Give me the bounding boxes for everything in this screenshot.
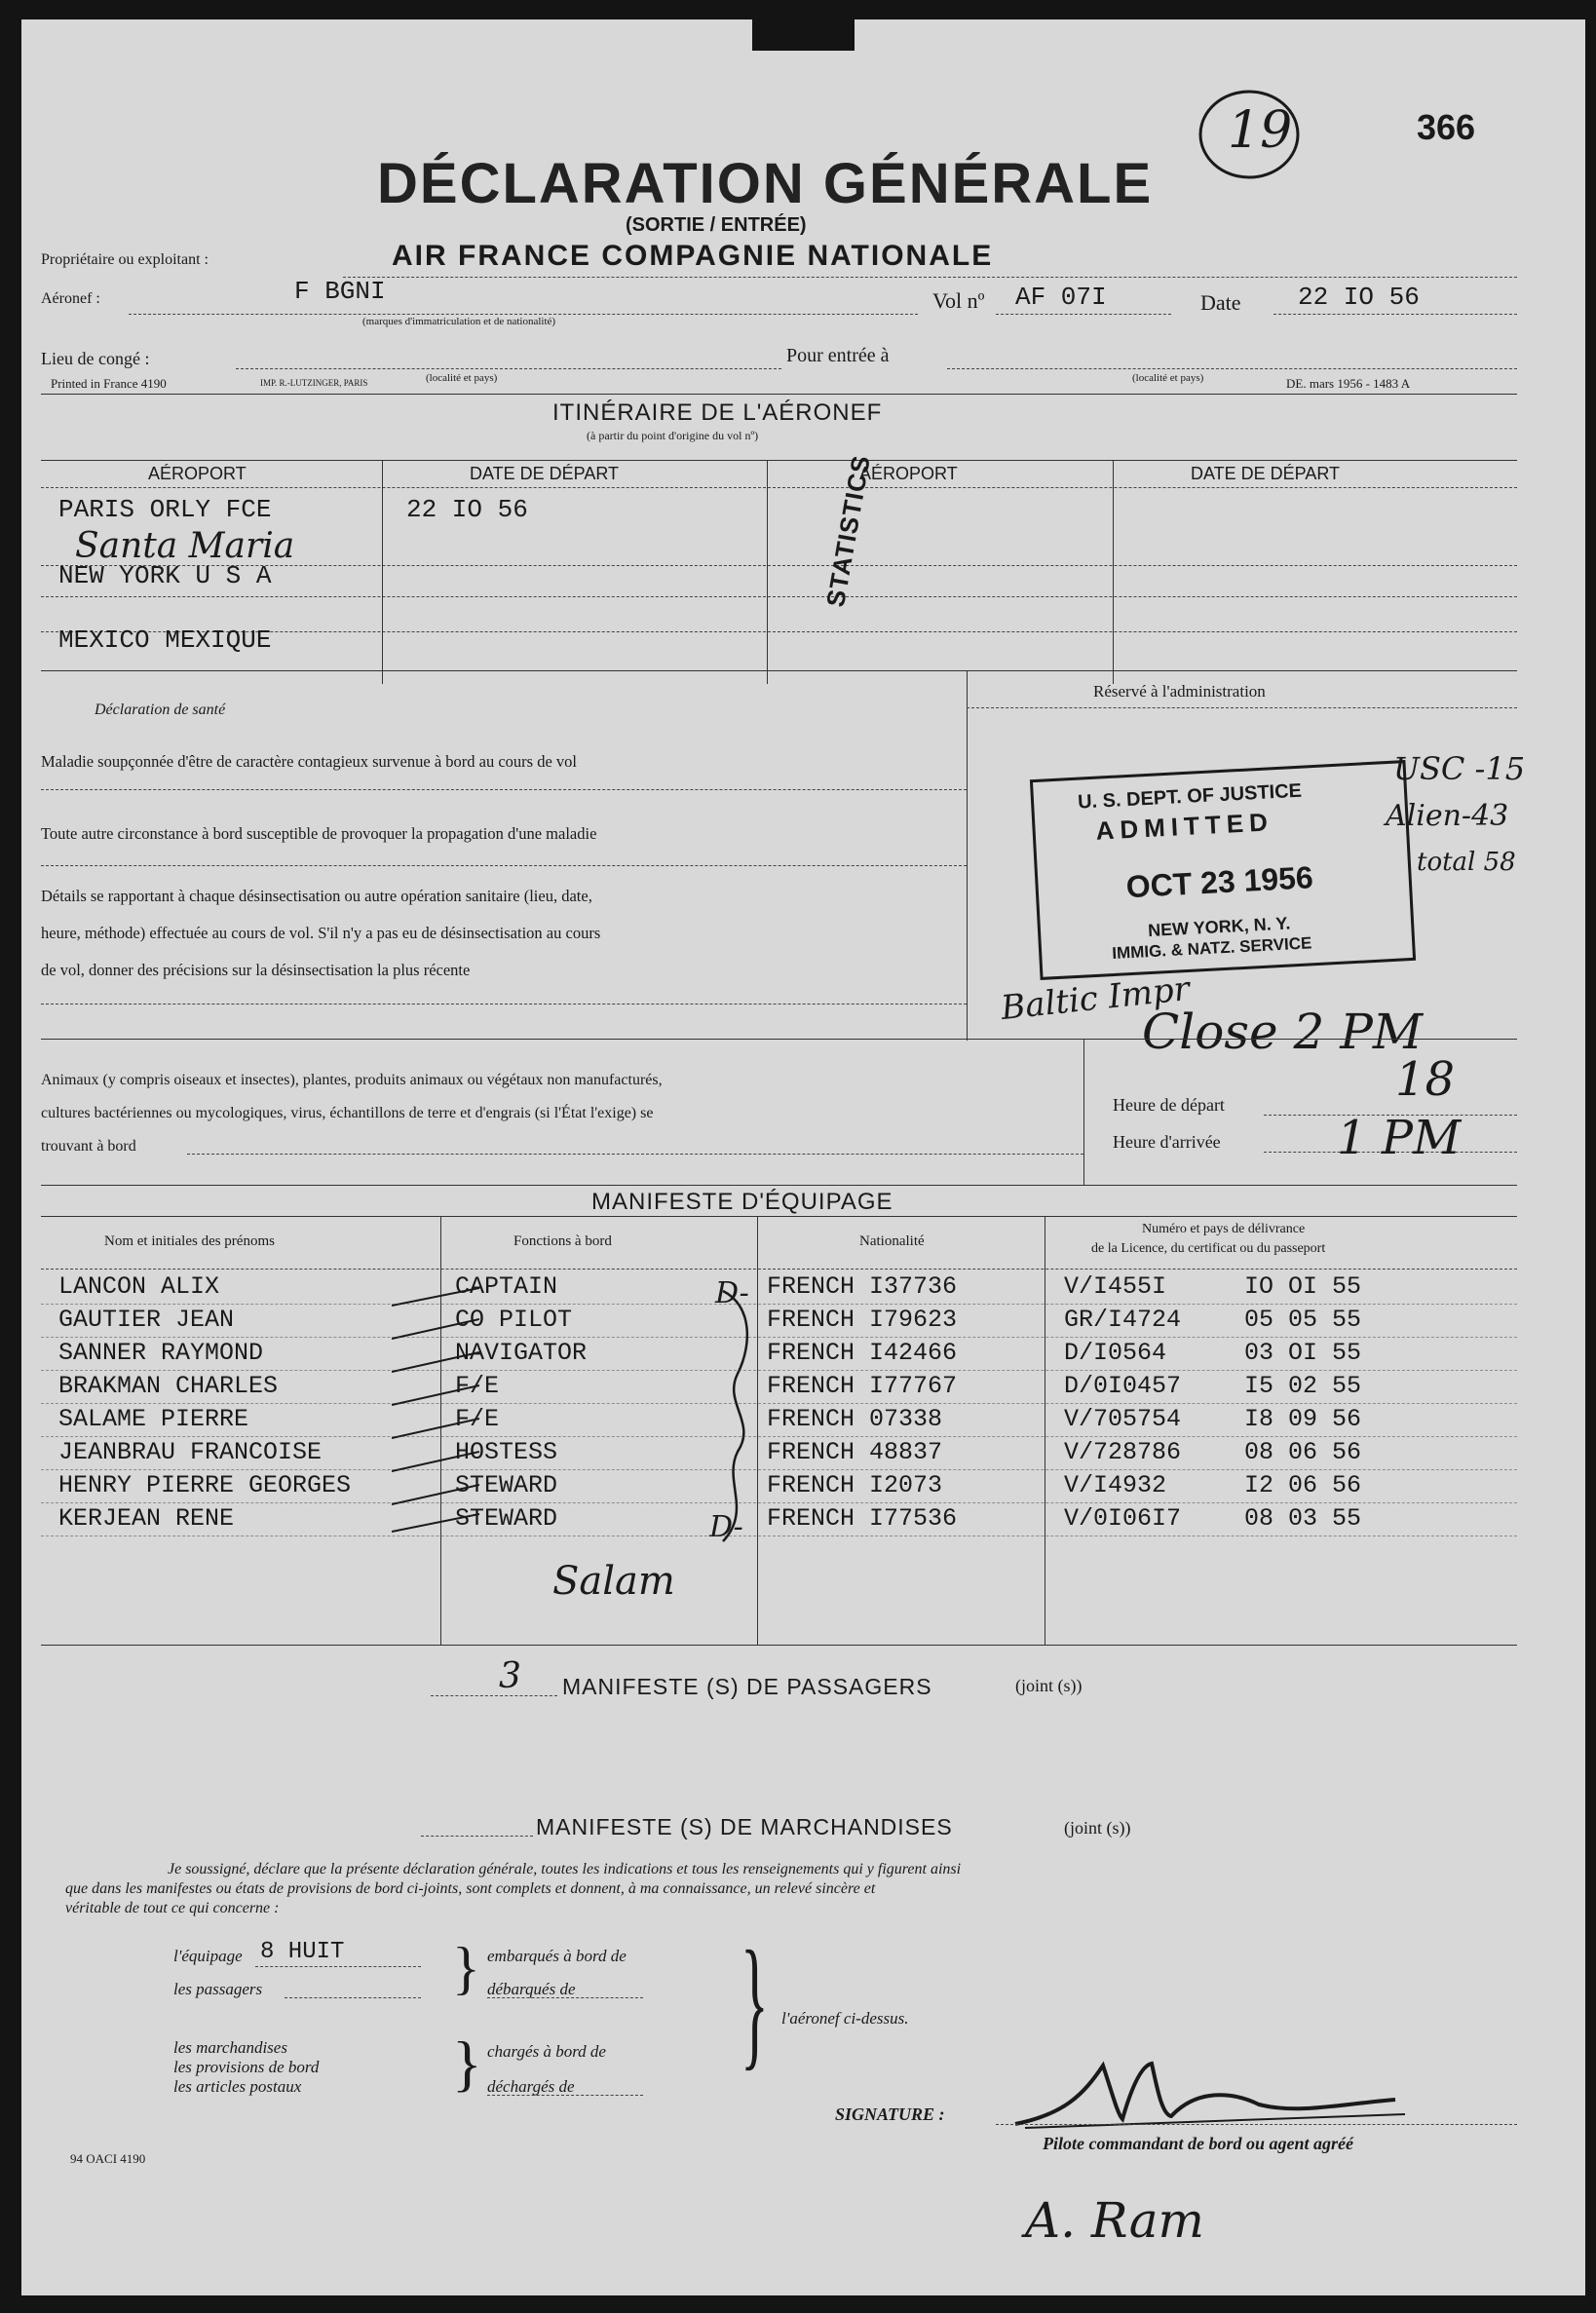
health-line-3b: heure, méthode) effectuée au cours de vol. S'il n'y a pas eu de désinsectisation au cours	[41, 924, 601, 942]
crew-rule-head	[41, 1269, 1517, 1270]
crew-row-fonction: STEWARD	[455, 1471, 558, 1499]
crew-row-nationalite: FRENCH I42466	[767, 1339, 958, 1367]
animals-line-2: cultures bactériennes ou mycologiques, virus, échantillons de terre et d'engrais (si l'État l'exige) se	[41, 1105, 654, 1121]
health-line-3c: de vol, donner des précisions sur la désinsectisation la plus récente	[41, 961, 471, 979]
date-value: 22 IO 56	[1298, 283, 1420, 312]
crew-row-date: I2 06 56	[1244, 1471, 1362, 1499]
signature-initials: A. Ram	[1025, 2192, 1204, 2249]
crew-row-date: IO OI 55	[1244, 1272, 1362, 1301]
itinerary-rule-head	[41, 487, 1517, 488]
crew-row-nationalite: FRENCH 07338	[767, 1405, 943, 1433]
crew-rule-top	[41, 1216, 1517, 1217]
crew-row-licence: V/705754	[1064, 1405, 1182, 1433]
crew-row-fonction: NAVIGATOR	[455, 1339, 588, 1367]
proprietaire-value: AIR FRANCE COMPAGNIE NATIONALE	[392, 240, 994, 272]
marchandises-rule	[421, 1836, 533, 1837]
printed-left: Printed in France 4190	[51, 376, 167, 391]
itinerary-title: ITINÉRAIRE DE L'AÉRONEF	[552, 399, 883, 426]
crew-col-nationalite: Nationalité	[859, 1233, 925, 1249]
itinerary-row-1-aeroport: PARIS ORLY FCE	[58, 495, 272, 524]
equipage-label: l'équipage	[173, 1947, 243, 1965]
itinerary-row-3-aeroport: MEXICO MEXIQUE	[58, 626, 272, 655]
crew-col-licence-1: Numéro et pays de délivrance	[1142, 1222, 1306, 1236]
localite-note-2: (localité et pays)	[1132, 372, 1204, 384]
crew-row-date: 08 03 55	[1244, 1504, 1362, 1533]
health-rule-bottom	[41, 1039, 1517, 1040]
health-line-2: Toute autre circonstance à bord susceptible de provoquer la propagation d'une maladie	[41, 824, 597, 843]
stamp-line-4: IMMIG. & NATZ. SERVICE	[1111, 933, 1312, 964]
stamp-line-2: ADMITTED	[1094, 807, 1274, 846]
itinerary-col-date: DATE DE DÉPART	[470, 464, 620, 483]
signature-label: SIGNATURE :	[835, 2104, 945, 2124]
aeronef-value: F BGNI	[294, 277, 386, 306]
crew-row-licence: D/0I0457	[1064, 1372, 1182, 1400]
vol-value: AF 07I	[1015, 283, 1107, 312]
charges-label: chargés à bord de	[487, 2042, 606, 2061]
health-line-1: Maladie soupçonnée d'être de caractère contagieux survenue à bord au cours de vol	[41, 752, 577, 771]
itinerary-col-aeroport-2: AÉROPORT	[859, 464, 958, 483]
signature-scrawl-icon	[1006, 2046, 1415, 2134]
itinerary-row-2-aeroport: NEW YORK U S A	[58, 561, 272, 590]
itinerary-col-date-2: DATE DE DÉPART	[1191, 464, 1341, 483]
vol-label: Vol nº	[932, 288, 985, 313]
stamp-date: OCT 23 1956	[1124, 859, 1314, 905]
crew-row-licence: V/I455I	[1064, 1272, 1167, 1301]
crew-row-date: 08 06 56	[1244, 1438, 1362, 1466]
brace-1-icon: }	[452, 1936, 480, 2000]
articles-label: les articles postaux	[173, 2077, 302, 2096]
marchandises-joint: (joint (s))	[1064, 1818, 1131, 1838]
crew-row-licence: V/I4932	[1064, 1471, 1167, 1499]
crew-row-date: 03 OI 55	[1244, 1339, 1362, 1367]
crew-row-nationalite: FRENCH I2073	[767, 1471, 943, 1499]
itinerary-col-divider-3	[1113, 460, 1114, 684]
arrivee-value: 1 PM	[1337, 1111, 1462, 1165]
localite-note-1: (localité et pays)	[426, 372, 498, 384]
health-admin-divider	[967, 670, 968, 1041]
lieu-underline	[236, 368, 781, 369]
crew-row-rule	[41, 1502, 1517, 1503]
health-rule-1	[41, 789, 967, 790]
note-total: total 58	[1417, 848, 1516, 877]
crew-row-fonction: CO PILOT	[455, 1306, 573, 1334]
health-line-3a: Détails se rapportant à chaque désinsectisation ou autre opération sanitaire (lieu, date,	[41, 887, 592, 905]
stamp-line-3: NEW YORK, N. Y.	[1147, 913, 1291, 941]
itinerary-row-1-date: 22 IO 56	[406, 495, 528, 524]
declaration-line-3: véritable de tout ce qui concerne :	[65, 1900, 280, 1916]
signature-underline	[996, 2124, 1517, 2125]
signature-role: Pilote commandant de bord ou agent agréé	[1043, 2134, 1353, 2153]
crew-row-nationalite: FRENCH I77536	[767, 1504, 958, 1533]
crew-row-nom: GAUTIER JEAN	[58, 1306, 235, 1334]
statistics-stamp: STATISTICS	[820, 452, 876, 610]
crew-row-rule	[41, 1403, 1517, 1404]
crew-row-rule	[41, 1304, 1517, 1305]
depart-value: 18	[1395, 1052, 1456, 1107]
itinerary-subtitle: (à partir du point d'origine du vol nº)	[587, 429, 759, 442]
itinerary-col-divider-2	[767, 460, 768, 684]
note-close: Close 2 PM	[1142, 1004, 1424, 1060]
note-baltic: Baltic Impr	[999, 968, 1192, 1029]
printed-right: DE. mars 1956 - 1483 A	[1286, 376, 1411, 391]
crew-row-nom: HENRY PIERRE GEORGES	[58, 1471, 352, 1499]
admitted-stamp	[1030, 760, 1416, 980]
crew-row-nationalite: FRENCH I37736	[767, 1272, 958, 1301]
crew-mark-bottom: D-	[709, 1510, 743, 1544]
marchandises-label: MANIFESTE (S) DE MARCHANDISES	[536, 1814, 953, 1839]
crew-col-licence-2: de la Licence, du certificat ou du passeport	[1091, 1241, 1326, 1256]
pour-entree-underline	[947, 368, 1517, 369]
crew-row-nom: LANCON ALIX	[58, 1272, 220, 1301]
animals-rule-bottom	[41, 1185, 1517, 1186]
aeronef-label: Aéronef :	[41, 290, 100, 307]
crew-row-nationalite: FRENCH I79623	[767, 1306, 958, 1334]
crew-row-date: I8 09 56	[1244, 1405, 1362, 1433]
embarques-label: embarqués à bord de	[487, 1947, 627, 1965]
crew-rule-bottom	[41, 1645, 1517, 1646]
embarques-underline	[487, 1997, 643, 1998]
animals-divider	[1083, 1039, 1084, 1185]
passagers-decl-label: les passagers	[173, 1980, 263, 1998]
decharges-underline	[487, 2095, 643, 2096]
note-alien: Alien-43	[1386, 799, 1509, 833]
footer-code: 94 OACI 4190	[70, 2151, 146, 2166]
document-page	[21, 19, 1585, 2295]
note-usc: USC -15	[1393, 750, 1526, 787]
equipage-value: 8 HUIT	[260, 1939, 345, 1965]
crew-row-nationalite: FRENCH 48837	[767, 1438, 943, 1466]
passagers-decl-underline	[285, 1997, 421, 1998]
health-title: Déclaration de santé	[95, 701, 226, 718]
crew-row-fonction: HOSTESS	[455, 1438, 558, 1466]
provisions-label: les provisions de bord	[173, 2058, 320, 2076]
itinerary-handwritten-stop: Santa Maria	[75, 526, 295, 566]
crew-row-nom: SANNER RAYMOND	[58, 1339, 264, 1367]
crew-col-nom: Nom et initiales des prénoms	[104, 1233, 275, 1249]
crew-row-fonction: CAPTAIN	[455, 1272, 558, 1301]
page-number: 366	[1417, 107, 1476, 147]
aeronef-ci-dessus: l'aéronef ci-dessus.	[781, 2009, 909, 2028]
crew-row-fonction: F/E	[455, 1405, 500, 1433]
crew-row-date: 05 05 55	[1244, 1306, 1362, 1334]
stamp-line-1: U. S. DEPT. OF JUSTICE	[1077, 779, 1303, 814]
proprietaire-underline	[343, 277, 1517, 278]
brace-2-icon: }	[452, 2029, 482, 2098]
vol-underline	[996, 314, 1171, 315]
itinerary-col-divider-1	[382, 460, 383, 684]
date-label: Date	[1200, 290, 1241, 315]
itinerary-row-rule-2	[41, 596, 1517, 597]
crew-row-nom: JEANBRAU FRANCOISE	[58, 1438, 323, 1466]
declaration-line-1: Je soussigné, déclare que la présente déclaration générale, toutes les indications et tous les renseignements qui y figurent ainsi	[168, 1861, 962, 1877]
crew-handwritten-sig: Salam	[552, 1559, 675, 1604]
brace-big-icon: }	[741, 1921, 769, 2083]
crew-col-fonction: Fonctions à bord	[513, 1233, 612, 1249]
crew-row-rule	[41, 1469, 1517, 1470]
itinerary-rule-top	[41, 460, 1517, 461]
aeronef-underline	[129, 314, 918, 315]
aeronef-note: (marques d'immatriculation et de nationalité)	[362, 316, 556, 327]
crew-row-licence: V/0I06I7	[1064, 1504, 1182, 1533]
declaration-line-2: que dans les manifestes ou états de provisions de bord ci-joints, sont complets et donnent, à ma connaissance, un relevé sincère et	[65, 1880, 876, 1897]
itinerary-col-aeroport: AÉROPORT	[148, 464, 247, 483]
crew-row-rule	[41, 1436, 1517, 1437]
admin-rule	[967, 707, 1517, 708]
decharges-label: déchargés de	[487, 2077, 575, 2096]
animals-line-1: Animaux (y compris oiseaux et insectes), plantes, produits animaux ou végétaux non manufacturés,	[41, 1072, 663, 1088]
header-rule	[41, 394, 1517, 395]
circled-number: 19	[1228, 101, 1293, 160]
marchandises-decl-label: les marchandises	[173, 2038, 287, 2057]
crew-row-fonction: F/E	[455, 1372, 500, 1400]
equipage-underline	[255, 1966, 421, 1967]
crew-row-licence: V/728786	[1064, 1438, 1182, 1466]
crew-row-nom: BRAKMAN CHARLES	[58, 1372, 279, 1400]
crew-row-licence: D/I0564	[1064, 1339, 1167, 1367]
depart-label: Heure de départ	[1113, 1095, 1225, 1115]
passagers-rule	[431, 1695, 557, 1696]
arrivee-label: Heure d'arrivée	[1113, 1132, 1221, 1152]
crew-row-nom: KERJEAN RENE	[58, 1504, 235, 1533]
crew-row-rule	[41, 1337, 1517, 1338]
crew-row-nationalite: FRENCH I77767	[767, 1372, 958, 1400]
animals-rule	[187, 1154, 1083, 1155]
debarques-label: débarqués de	[487, 1980, 576, 1998]
document-subtitle: (SORTIE / ENTRÉE)	[626, 214, 807, 236]
crew-title: MANIFESTE D'ÉQUIPAGE	[591, 1189, 893, 1215]
crew-row-licence: GR/I4724	[1064, 1306, 1182, 1334]
crew-row-fonction: STEWARD	[455, 1504, 558, 1533]
health-rule-3	[41, 1004, 967, 1005]
pour-entree-label: Pour entrée à	[786, 345, 890, 366]
passagers-count: 3	[499, 1656, 521, 1696]
health-rule-2	[41, 865, 967, 866]
itinerary-rule-bottom	[41, 670, 1517, 671]
crew-row-nom: SALAME PIERRE	[58, 1405, 249, 1433]
animals-line-3: trouvant à bord	[41, 1138, 136, 1155]
proprietaire-label: Propriétaire ou exploitant :	[41, 251, 209, 268]
date-underline	[1273, 314, 1517, 315]
document-title: DÉCLARATION GÉNÉRALE	[377, 152, 1154, 215]
printed-mid: IMP. R.-LUTZINGER, PARIS	[260, 378, 368, 388]
scan-notch	[752, 19, 855, 51]
crew-row-rule	[41, 1370, 1517, 1371]
crew-row-date: I5 02 55	[1244, 1372, 1362, 1400]
crew-mark-top: D-	[715, 1276, 749, 1310]
passagers-label: MANIFESTE (S) DE PASSAGERS	[562, 1674, 932, 1699]
passagers-joint: (joint (s))	[1015, 1676, 1083, 1695]
lieu-label: Lieu de congé :	[41, 349, 150, 368]
admin-title: Réservé à l'administration	[1093, 682, 1266, 701]
